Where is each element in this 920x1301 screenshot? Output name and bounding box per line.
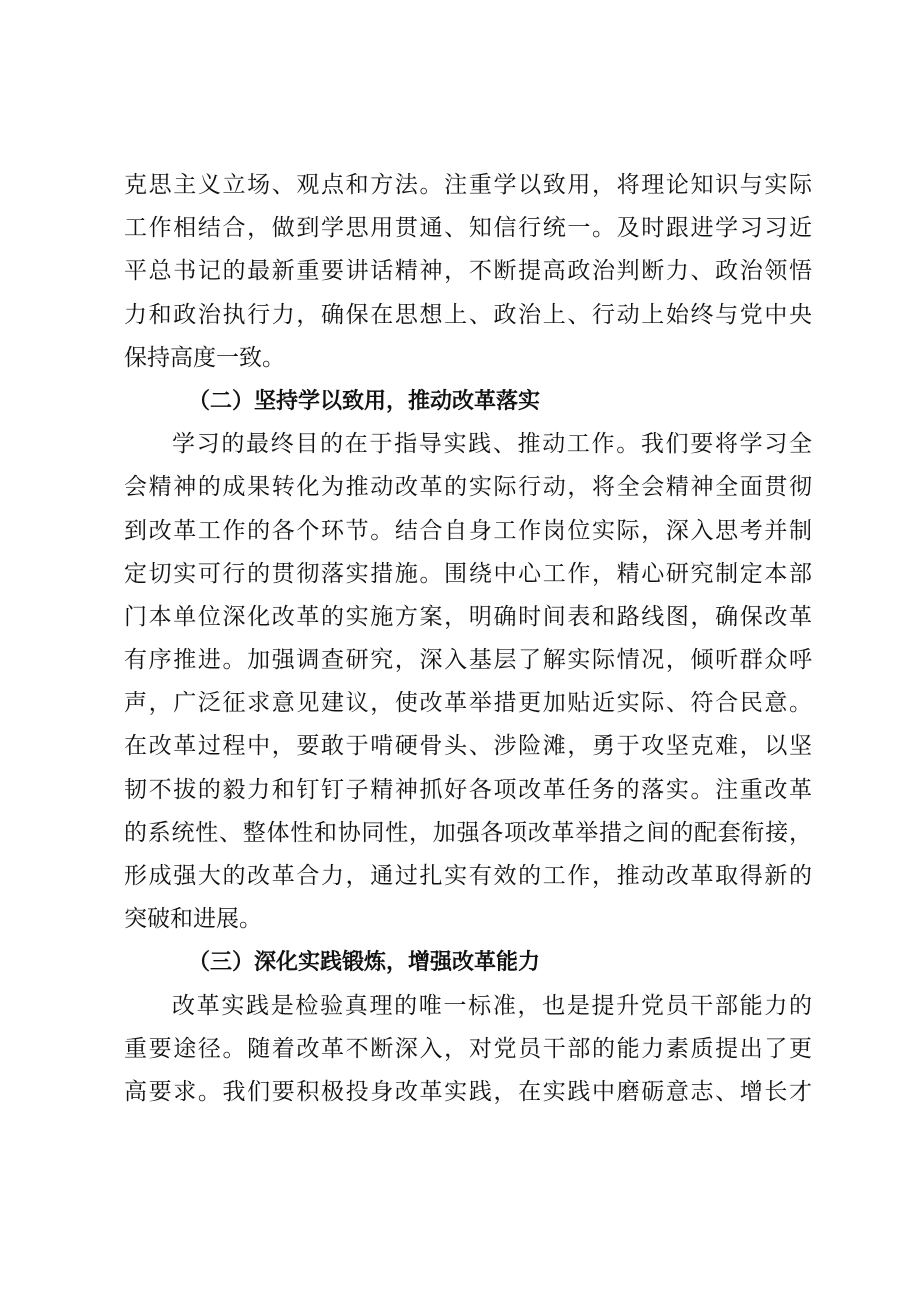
text-line: 平总书记的最新重要讲话精神，不断提高政治判断力、政治领悟 (124, 258, 812, 285)
text-line: 保持高度一致。 (124, 344, 285, 371)
text-line: 门本单位深化改革的实施方案，明确时间表和路线图，确保改革 (124, 603, 812, 630)
text-line: 定切实可行的贯彻落实措施。围绕中心工作，精心研究制定本部 (124, 560, 812, 587)
paragraph-3 (124, 985, 812, 1115)
text-line: 到改革工作的各个环节。结合自身工作岗位实际，深入思考并制 (124, 517, 812, 544)
text-line: 力和政治执行力，确保在思想上、政治上、行动上始终与党中央 (124, 301, 812, 328)
text-line: 学习的最终目的在于指导实践、推动工作。我们要将学习全 (172, 431, 812, 458)
text-line: 形成强大的改革合力，通过扎实有效的工作，推动改革取得新的 (124, 863, 812, 889)
text-line: 克思主义立场、观点和方法。注重学以致用，将理论知识与实际 (124, 172, 812, 198)
section-heading-2: （二）坚持学以致用，推动改革落实 (188, 388, 541, 414)
text-line: 重要途径。随着改革不断深入，对党员干部的能力素质提出了更 (124, 1035, 812, 1062)
document-body (124, 164, 812, 1114)
text-line: 突破和进展。 (124, 906, 262, 933)
text-line: 的系统性、整体性和协同性，加强各项改革举措之间的配套衔接， (124, 819, 812, 846)
text-line: 高要求。我们要积极投身改革实践，在实践中磨砺意志、增长才 (124, 1078, 812, 1105)
paragraph-1 (124, 164, 812, 380)
paragraph-2 (124, 423, 812, 941)
section-heading-3: （三）深化实践锻炼，增强改革能力 (188, 950, 541, 976)
text-line: 在改革过程中，要敢于啃硬骨头、涉险滩，勇于攻坚克难，以坚 (124, 733, 812, 760)
text-line: 会精神的成果转化为推动改革的实际行动，将全会精神全面贯彻 (124, 474, 812, 501)
text-line: 改革实践是检验真理的唯一标准，也是提升党员干部能力的 (172, 992, 812, 1019)
text-line: 有序推进。加强调查研究，深入基层了解实际情况，倾听群众呼 (124, 647, 812, 674)
text-line: 韧不拔的毅力和钉钉子精神抓好各项改革任务的落实。注重改革 (124, 776, 812, 803)
text-line: 声，广泛征求意见建议，使改革举措更加贴近实际、符合民意。 (124, 690, 812, 717)
text-line: 工作相结合，做到学思用贯通、知信行统一。及时跟进学习习近 (124, 215, 812, 242)
